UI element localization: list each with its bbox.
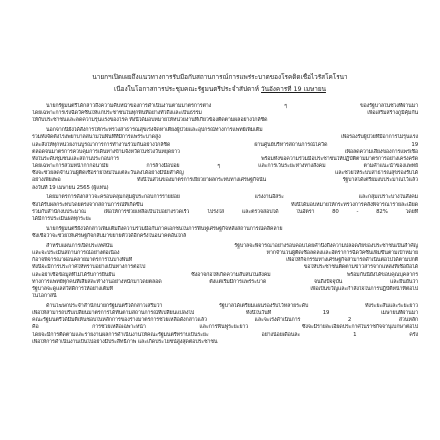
- paragraph-line: โดยจะมีการติดตามและรายงานผลการดำเนินงานให้คณะรัฐมนตรีทราบเป็นระยะ อย่างน้อยเดือนละ 1 ครั้ง: [32, 331, 418, 338]
- paragraph: [32, 127, 418, 192]
- paragraph-line: ร่วมกับสำนักงบประมาณ เพื่อให้การช่วยเหลือเป็นไปอย่างรวดเร็ว โปร่งใส และตรวจสอบได้ ในอัตรา 80 - 82% โดยที่: [32, 208, 418, 215]
- paragraph-line: คือ การช่วยเหลือเฉพาะหน้า และการฟื้นฟูระยะยาว ซึ่งจะมีรายละเอียดประกาศในราชกิจจานุเบกษาต่อไป: [32, 324, 418, 331]
- paragraph-line: ซึ่งเชื่อว่าจะช่วยให้เศรษฐกิจกลับมาขยายตัวได้อีกครั้งในอนาคตอันใกล้: [32, 232, 187, 239]
- paragraph-line: ตลอดจนมาตรการควบคุมการเดินทางข้ามจังหวัดในช่วงวันหยุดยาว เพื่อลดความเสี่ยงของการแพร่เชื้อ: [32, 148, 418, 155]
- document-body: [32, 103, 418, 349]
- paragraph-line: ในโอกาสนี้: [32, 293, 57, 300]
- paragraph-line: รัฐบาลจะดูแลสวัสดิการให้อย่างเต็มที่ เพื่อเป็นขวัญและกำลังใจในการปฏิบัติหน้าที่ต่อไป: [32, 285, 418, 292]
- paragraph-line: โดยมาตรการดังกล่าวจะครอบคลุมกลุ่มผู้ประกอบการรายย่อย แรงงานอิสระ และกลุ่มเปราะบางในสังคม: [46, 194, 418, 201]
- paragraph-line: ให้กับประชาชนและลดความรุนแรงของโรค ทั้งนี้ได้มอบหมายให้หน่วยงานที่เกี่ยวข้องติดตามผลอย่างใกล้ชิด: [32, 117, 268, 124]
- paragraph: [32, 226, 418, 240]
- paragraph-line: นายกรัฐมนตรียังได้กล่าวเพิ่มเติมถึงความร่วมมือกับภาคเอกชนในการฟื้นฟูเศรษฐกิจหลังสถานการณ์คลี่คลาย: [46, 225, 283, 232]
- paragraph-line: โดยเฉพาะการเร่งฉีดวัคซีนให้แก่ประชาชนในทุกพื้นที่อย่างทั่วถึงและเป็นธรรม เพื่อเสริมสร้างภูมิคุ้มกัน: [32, 110, 418, 117]
- paragraph-line: ซึ่งได้รับผลกระทบโดยตรงจากสถานการณ์ที่เกิดขึ้น ทั้งนี้ได้มอบหมายให้กระทรวงการคลังพิจารณารายละเอียด: [32, 201, 418, 208]
- paragraph-line: รวมทั้งจัดตั้งโรงพยาบาลสนามในพื้นที่ที่มีการแพร่ระบาดสูง เพื่อรองรับผู้ป่วยที่มีอาการไม่รุนแรง: [32, 134, 418, 141]
- paragraph-line: และสั่งให้ทุกหน่วยงานบูรณาการการทำงานร่วมกันอย่างใกล้ชิด ผ่านศูนย์บริหารสถานการณ์โควิด 19: [32, 141, 418, 148]
- subtitle-date-link[interactable]: วันอังคารที่ 19 เมษายน: [261, 85, 326, 93]
- paragraph-line: อย่างเพียงพอ ทั้งนี้ในส่วนของมาตรการเยียวยาผลกระทบทางเศรษฐกิจนั้น รัฐบาลได้เตรียมงบประมาณไว้แล้ว: [32, 177, 418, 184]
- paragraph: [32, 303, 418, 346]
- paragraph-line: นอกจากนี้ยังได้สั่งการให้กระทรวงสาธารณสุขเร่งจัดหาเตียงผู้ป่วยและอุปกรณ์ทางการแพทย์เพิ่มเติม: [46, 127, 263, 134]
- paragraph-line: สำหรับแผนการเปิดประเทศนั้น รัฐบาลจะพิจารณาอย่างรอบคอบโดยคำนึงถึงความปลอดภัยของประชาชนเป็นสำคัญ: [46, 242, 418, 249]
- paragraph-line: โดยเฉพาะการสวมหน้ากากอนามัย การล้างมือบ่อย ๆ และการเว้นระยะห่างทางสังคม ตามคำแนะนำของแพทย์: [32, 163, 418, 170]
- paragraph: [32, 194, 418, 223]
- paragraph: [32, 103, 418, 125]
- document-subtitle: [40, 85, 400, 94]
- paragraph: [32, 243, 418, 301]
- paragraph-line: ได้มีการประเมินผลทุกระยะ: [32, 216, 92, 222]
- paragraph-line: ด้านโฆษกประจำสำนักนายกรัฐมนตรีได้กล่าวเสริมว่า รัฐบาลได้เตรียมแผนรองรับไว้หลายระดับ ทั้งระยะสั้นและระยะยาว: [46, 302, 418, 309]
- paragraph-line: เพื่อให้การดำเนินงานเป็นไปอย่างมีประสิทธิภาพ และเกิดประโยชน์สูงสุดต่อประชาชน: [32, 338, 218, 345]
- paragraph-line: ทางการแพทย์ทุกคนที่เสียสละทำงานอย่างหนักมาโดยตลอด ตั้งแต่เริ่มมีการแพร่ระบาด จนถึงปัจจุบัน และยืนยันว่า: [32, 278, 418, 285]
- paragraph-line: และจะประเมินสถานการณ์อย่างต่อเนื่อง หากจำนวนผู้ติดเชื้อลดลงและอัตราการฉีดวัคซีนเพิ่มขึ้นตามเป้าหมาย: [32, 249, 418, 256]
- paragraph-line: คณะรัฐมนตรีได้มีมติเห็นชอบในหลักการของร่างมาตรการช่วยเหลือดังกล่าวแล้ว และจะเร่งดำเนินการ 2 ส่วนหลัก: [32, 317, 418, 324]
- paragraph-line: นายกรัฐมนตรีได้กล่าวถึงความคืบหน้าของการดำเนินงานตามมาตรการต่าง ๆ ของรัฐบาลในช่วงที่ผ่านมา: [46, 103, 418, 109]
- paragraph-line: ลงวันที่ 19 เมษายน 2565 (ผู้แทน): [32, 184, 109, 191]
- paragraph-line: ซึ่งจะช่วยลดจำนวนผู้ติดเชื้อรายใหม่ในแต่ละวันลงได้อย่างมีนัยสำคัญ และช่วยให้ระบบสาธารณสุขรองรับได้: [32, 170, 418, 177]
- paragraph-line: ทั้งนี้จะมีการประกาศให้ทราบอย่างเป็นทางการต่อไป ขอให้ประชาชนติดตามข่าวสารจากแหล่งที่เชื่อถือได้: [32, 264, 418, 271]
- paragraph-line: เพื่อให้สามารถปรับเปลี่ยนมาตรการได้ทันตามสถานการณ์ที่เปลี่ยนแปลงไป ทั้งนี้ในวันที่ 19 เมษายนที่ผ่านมา: [32, 310, 418, 317]
- paragraph-line: และอย่าเชื่อข้อมูลที่ไม่ได้รับการยืนยัน ซึ่งอาจก่อให้เกิดความสับสนในสังคม พร้อมกันนี้ยังได้ขอบคุณบุคลากร: [32, 271, 418, 278]
- paragraph-line: ทั้งในระดับชุมชนและสถานประกอบการ พร้อมทั้งขอความร่วมมือประชาชนให้ปฏิบัติตามมาตรการอย่างเคร่งครัด: [32, 155, 418, 162]
- subtitle-prefix: เนื่องในโอกาสการประชุมคณะรัฐมนตรีประจำสัปดาห์: [114, 85, 259, 93]
- paragraph-line: ก็อาจพิจารณาผ่อนคลายมาตรการในบางพื้นที่ เพื่อให้กิจกรรมทางเศรษฐกิจสามารถดำเนินต่อไปได้ตามปกติ: [32, 257, 418, 264]
- document-title: นายกฯเปิดเผยถึงแนวทางการรับมือกับสถานการณ์การแพร่ระบาดของโรคติดเชื้อไวรัสโคโรนา: [92, 73, 348, 81]
